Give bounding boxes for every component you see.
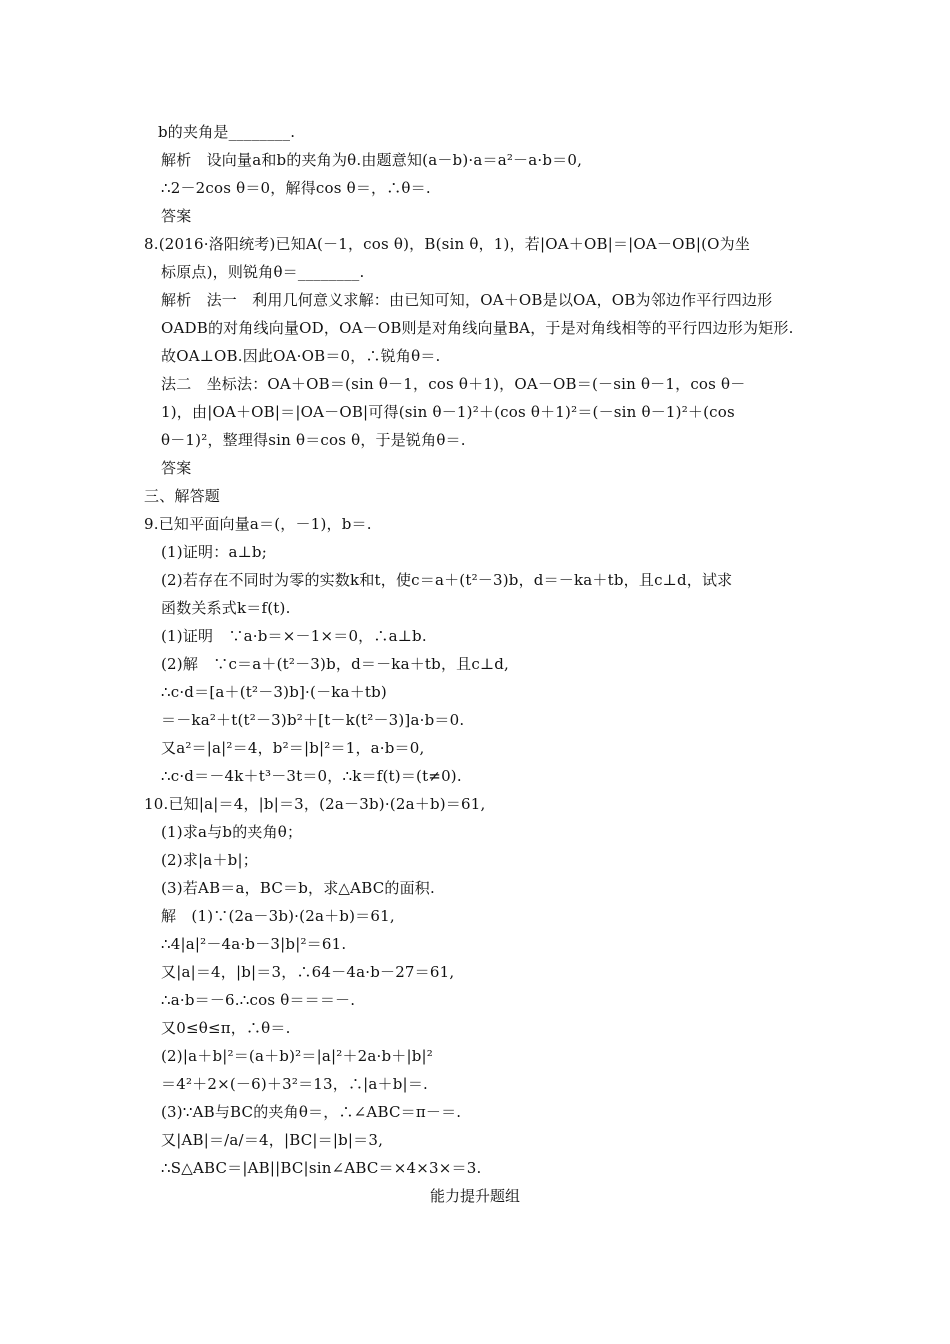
text-line-35: ＝4²＋2×(－6)＋3²＝13，∴|a＋b|＝. <box>161 1075 428 1093</box>
text-line-28: (3)若AB＝a，BC＝b，求△ABC的面积. <box>161 879 435 897</box>
text-line-8: OADB的对角线向量OD，OA－OB则是对角线向量BA，于是对角线相等的平行四边形为矩形. <box>161 319 794 337</box>
text-line-22: ＝－ka²＋t(t²－3)b²＋[t－k(t²－3)]a·b＝0. <box>161 711 465 729</box>
answer-label: 答案 <box>161 207 192 225</box>
problem-8-line-1: 8.(2016·洛阳统考)已知A(－1，cos θ)，B(sin θ，1)，若|OA＋OB|＝|OA－OB|(O为坐 <box>144 235 751 253</box>
text-line-21: ∴c·d＝[a＋(t²－3)b]·(－ka＋tb) <box>161 683 387 701</box>
text-line-31: 又|a|＝4，|b|＝3，∴64－4a·b－27＝61, <box>161 963 455 981</box>
answer-label: 答案 <box>161 459 192 477</box>
text-line-33: 又0≤θ≤π，∴θ＝. <box>161 1019 291 1037</box>
section-heading: 三、解答题 <box>144 487 221 505</box>
text-line-1: b的夹角是________. <box>158 123 296 141</box>
text-line-11: 1)，由|OA＋OB|＝|OA－OB|可得(sin θ－1)²＋(cos θ＋1)²＝(－sin θ－1)²＋(cos <box>161 403 735 421</box>
problem-8-line-2: 标原点)，则锐角θ＝________. <box>161 263 365 281</box>
text-line-30: ∴4|a|²－4a·b－3|b|²＝61. <box>161 935 347 953</box>
text-line-32: ∴a·b＝－6.∴cos θ＝＝＝－. <box>161 991 356 1009</box>
text-line-16: (1)证明：a⊥b; <box>161 543 267 561</box>
text-line-17: (2)若存在不同时为零的实数k和t，使c＝a＋(t²－3)b，d＝－ka＋tb，且c⊥d，试求 <box>161 571 733 589</box>
text-line-26: (1)求a与b的夹角θ； <box>161 823 303 841</box>
text-line-20: (2)解 ∵c＝a＋(t²－3)b，d＝－ka＋tb，且c⊥d, <box>161 655 510 673</box>
problem-10-statement: 10.已知|a|＝4，|b|＝3，(2a－3b)·(2a＋b)＝61, <box>144 795 486 813</box>
text-line-12: θ－1)²，整理得sin θ＝cos θ，于是锐角θ＝. <box>161 431 466 449</box>
text-line-34: (2)|a＋b|²＝(a＋b)²＝|a|²＋2a·b＋|b|² <box>161 1047 434 1065</box>
text-line-38: ∴S△ABC＝|AB||BC|sin∠ABC＝×4×3×＝3. <box>161 1159 482 1177</box>
text-line-3: ∴2－2cos θ＝0，解得cos θ＝，∴θ＝. <box>161 179 431 197</box>
section-footer-heading: 能力提升题组 <box>429 1187 520 1205</box>
problem-9-statement: 9.已知平面向量a＝(，－1)，b＝. <box>144 515 372 533</box>
text-line-24: ∴c·d＝－4k＋t³－3t＝0，∴k＝f(t)＝(t≠0). <box>161 767 462 785</box>
text-line-36: (3)∵AB与BC的夹角θ＝，∴∠ABC＝π－＝. <box>161 1103 462 1121</box>
text-line-18: 函数关系式k＝f(t). <box>161 599 291 617</box>
text-line-37: 又|AB|＝/a/＝4，|BC|＝|b|＝3, <box>161 1131 384 1149</box>
text-line-19: (1)证明 ∵a·b＝×－1×＝0，∴a⊥b. <box>161 627 427 645</box>
text-line-29: 解 (1)∵(2a－3b)·(2a＋b)＝61, <box>161 907 395 925</box>
text-line-23: 又a²＝|a|²＝4，b²＝|b|²＝1，a·b＝0, <box>161 739 425 757</box>
text-line-27: (2)求|a＋b|； <box>161 851 258 869</box>
text-line-10: 法二 坐标法：OA＋OB＝(sin θ－1，cos θ＋1)，OA－OB＝(－sin θ－1，cos θ－ <box>161 375 746 393</box>
text-line-9: 故OA⊥OB.因此OA·OB＝0，∴锐角θ＝. <box>161 347 441 365</box>
text-line-2: 解析 设向量a和b的夹角为θ.由题意知(a－b)·a＝a²－a·b＝0, <box>161 151 583 169</box>
text-line-7: 解析 法一 利用几何意义求解：由已知可知，OA＋OB是以OA，OB为邻边作平行四边形 <box>161 291 773 309</box>
